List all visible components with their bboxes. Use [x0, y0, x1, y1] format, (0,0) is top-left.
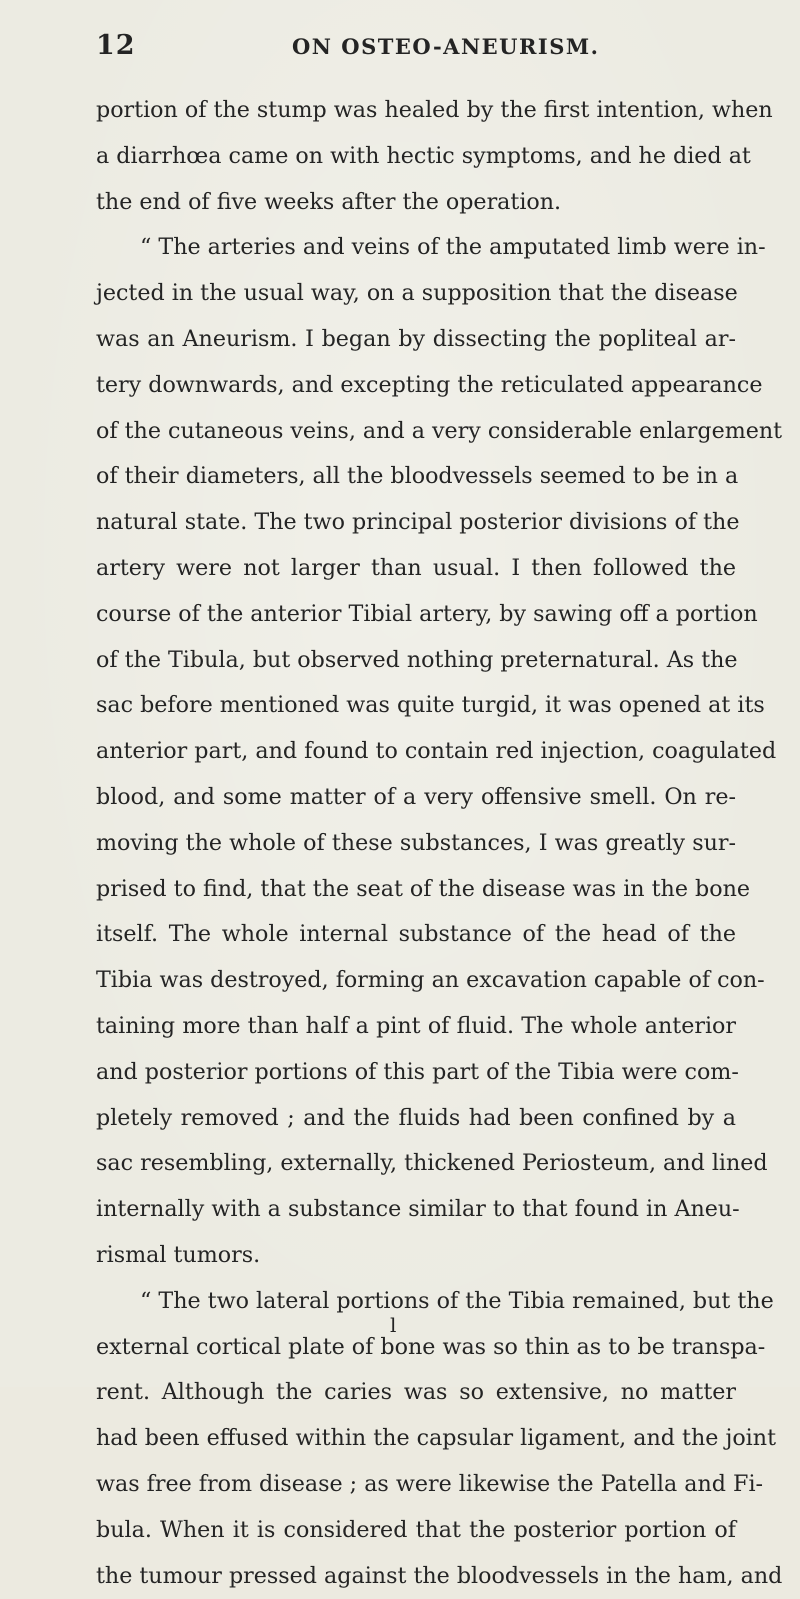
text-line: anterior part, and found to contain red injection, coagulated: [96, 729, 736, 775]
text-line: natural state. The two principal posterior divisions of the: [96, 500, 736, 546]
text-line: pletely removed ; and the fluids had been confined by a: [96, 1096, 736, 1142]
text-line: had been effused within the capsular ligament, and the joint: [96, 1416, 736, 1462]
text-line: internally with a substance similar to that found in Aneu-: [96, 1187, 736, 1233]
text-line: rismal tumors.: [96, 1233, 736, 1279]
text-line: was free from disease ; as were likewise the Patella and Fi-: [96, 1462, 736, 1508]
text-line: prised to find, that the seat of the disease was in the bone: [96, 867, 736, 913]
text-line: the tumour pressed against the bloodvessels in the ham, and: [96, 1554, 736, 1599]
text-line: taining more than half a pint of fluid. The whole anterior: [96, 1004, 736, 1050]
running-head: [96, 30, 734, 70]
page-number: 12: [96, 30, 136, 61]
running-title: ON OSTEO-ANEURISM.: [292, 34, 599, 59]
text-line: external cortical plate of bone was so thin as to be transpa-: [96, 1325, 736, 1371]
text-line: course of the anterior Tibial artery, by sawing off a portion: [96, 592, 736, 638]
text-line: the end of five weeks after the operation.: [96, 180, 736, 226]
text-line: of their diameters, all the bloodvessels seemed to be in a: [96, 454, 736, 500]
text-line: bula. When it is considered that the posterior portion of: [96, 1508, 736, 1554]
text-line: sac resembling, externally, thickened Periosteum, and lined: [96, 1141, 736, 1187]
text-line: a diarrhœa came on with hectic symptoms, and he died at: [96, 134, 736, 180]
text-line: of the Tibula, but observed nothing preternatural. As the: [96, 638, 736, 684]
text-line: “ The two lateral portions of the Tibia remained, but the: [96, 1279, 736, 1325]
text-line: rent. Although the caries was so extensive, no matter: [96, 1370, 736, 1416]
text-line: sac before mentioned was quite turgid, it was opened at its: [96, 683, 736, 729]
text-line: tery downwards, and excepting the reticulated appearance: [96, 363, 736, 409]
text-line: blood, and some matter of a very offensive smell. On re-: [96, 775, 736, 821]
text-line: “ The arteries and veins of the amputated limb were in-: [96, 225, 736, 271]
text-line: Tibia was destroyed, forming an excavation capable of con-: [96, 958, 736, 1004]
text-line: of the cutaneous veins, and a very considerable enlargement: [96, 409, 736, 455]
signature-mark: l: [390, 1315, 396, 1335]
text-line: and posterior portions of this part of the Tibia were com-: [96, 1050, 736, 1096]
text-line: was an Aneurism. I began by dissecting the popliteal ar-: [96, 317, 736, 363]
text-line: itself. The whole internal substance of the head of the: [96, 912, 736, 958]
body-text: [96, 88, 736, 1599]
text-line: moving the whole of these substances, I was greatly sur-: [96, 821, 736, 867]
text-line: artery were not larger than usual. I then followed the: [96, 546, 736, 592]
text-line: jected in the usual way, on a supposition that the disease: [96, 271, 736, 317]
text-line: portion of the stump was healed by the first intention, when: [96, 88, 736, 134]
